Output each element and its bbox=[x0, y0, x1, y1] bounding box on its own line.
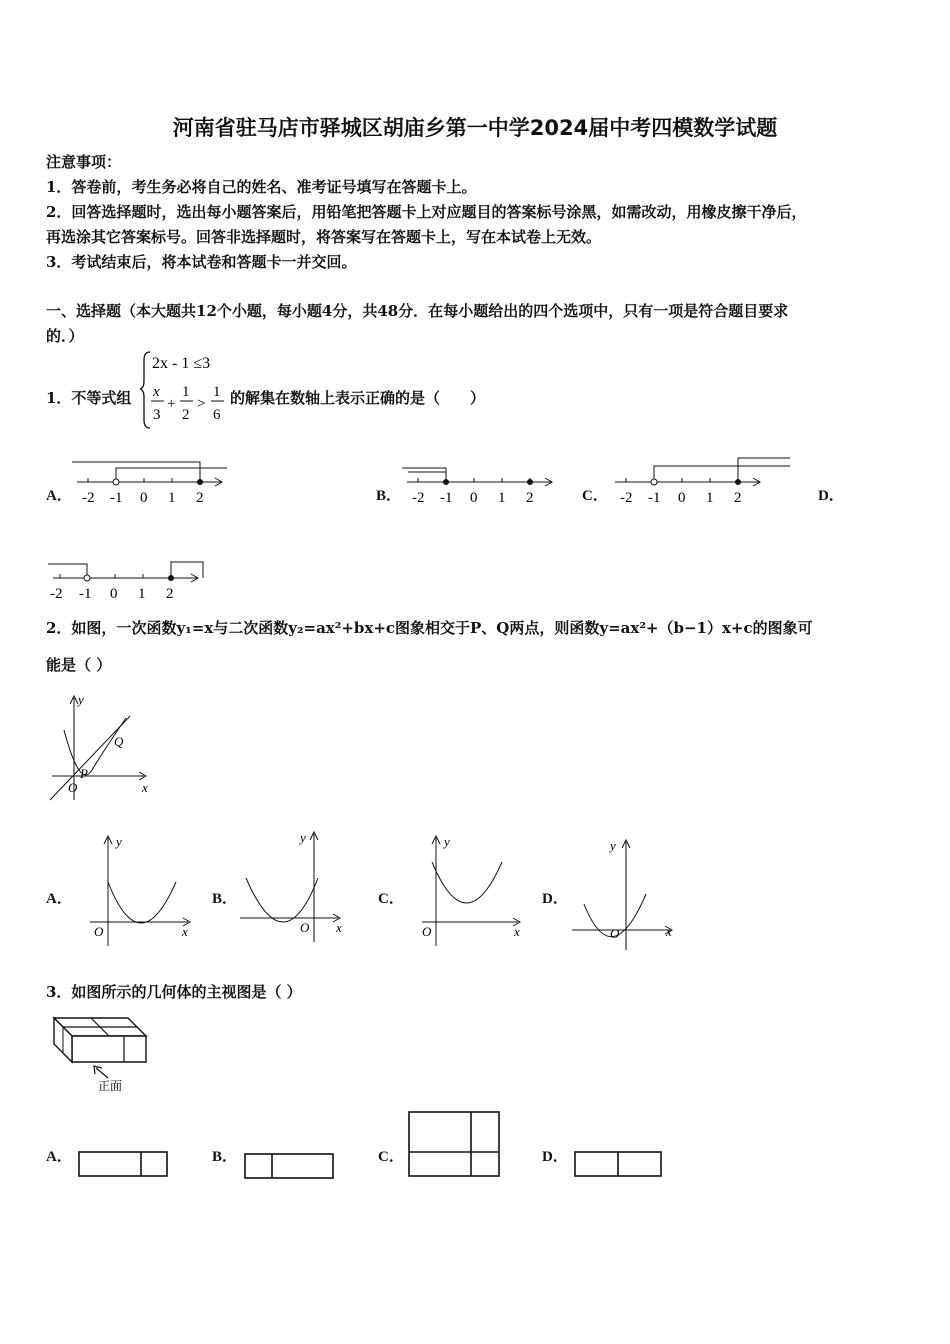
frac-den: 2 bbox=[182, 407, 190, 423]
q1-inequality-system bbox=[140, 348, 230, 430]
axis-x-label: x bbox=[336, 920, 342, 935]
tick-label: 0 bbox=[110, 586, 118, 602]
q3-option-c-view[interactable] bbox=[406, 1108, 504, 1180]
tick-label: 1 bbox=[138, 586, 146, 602]
tick-label: 2 bbox=[196, 490, 204, 506]
axis-y-label: y bbox=[300, 830, 306, 845]
axis-x-label: x bbox=[514, 924, 520, 939]
q3-option-b-label[interactable]: B． bbox=[212, 1149, 238, 1165]
q2-option-b-graph[interactable] bbox=[238, 828, 350, 946]
tick-label: -1 bbox=[110, 490, 123, 506]
q2-option-b-label[interactable]: B． bbox=[212, 891, 238, 907]
gt-sign: > bbox=[197, 396, 206, 412]
tick-label: -2 bbox=[412, 490, 425, 506]
axis-y-label: y bbox=[444, 834, 450, 849]
frac-num: x bbox=[153, 384, 160, 400]
q1-option-a-numberline[interactable] bbox=[72, 458, 228, 508]
tick-label: 2 bbox=[734, 490, 742, 506]
origin-label: O bbox=[610, 926, 620, 941]
q3-option-c-label[interactable]: C． bbox=[378, 1149, 404, 1165]
q1-ineq1: 2x - 1 ≤3 bbox=[152, 355, 211, 372]
q2-option-d-graph[interactable] bbox=[570, 834, 682, 952]
q1-prefix: 1．不等式组 bbox=[46, 389, 132, 407]
axis-y-label: y bbox=[116, 834, 122, 849]
notes-heading: 注意事项： bbox=[46, 153, 122, 171]
tick-label: -1 bbox=[79, 586, 92, 602]
q2-option-a-label[interactable]: A． bbox=[46, 891, 72, 907]
tick-label: 0 bbox=[678, 490, 686, 506]
frac-num: 1 bbox=[182, 384, 190, 400]
tick-label: -2 bbox=[50, 586, 63, 602]
q1-option-b-numberline[interactable] bbox=[402, 458, 558, 508]
axis-x-label: x bbox=[666, 924, 672, 939]
plus-sign: + bbox=[167, 396, 176, 412]
tick-label: -2 bbox=[82, 490, 95, 506]
q2-text-cont: 能是（ ） bbox=[46, 656, 112, 674]
tick-label: -1 bbox=[648, 490, 661, 506]
tick-label: -1 bbox=[440, 490, 453, 506]
front-label: 正面 bbox=[98, 1079, 123, 1093]
frac-num: 1 bbox=[213, 384, 221, 400]
tick-label: 1 bbox=[168, 490, 176, 506]
tick-label: 0 bbox=[470, 490, 478, 506]
note-item: 2．回答选择题时，选出每小题答案后，用铅笔把答题卡上对应题目的答案标号涂黑，如需改动，用橡皮擦干净后， bbox=[46, 203, 807, 221]
axis-x-label: x bbox=[142, 780, 148, 795]
tick-label: 2 bbox=[526, 490, 534, 506]
origin-label: O bbox=[94, 924, 104, 939]
q1-option-c-label[interactable]: C． bbox=[582, 488, 608, 504]
q3-option-a-view[interactable] bbox=[76, 1148, 172, 1180]
section-heading: 一、选择题（本大题共12个小题，每小题4分，共48分．在每小题给出的四个选项中，只有一项是符合题目要求 bbox=[46, 302, 789, 320]
q2-option-a-graph[interactable] bbox=[88, 832, 196, 950]
axis-y-label: y bbox=[78, 692, 84, 707]
q3-option-a-label[interactable]: A． bbox=[46, 1149, 72, 1165]
point-q-label: Q bbox=[114, 734, 124, 749]
axis-x-label: x bbox=[182, 924, 188, 939]
tick-label: 0 bbox=[140, 490, 148, 506]
q1-option-d-numberline[interactable] bbox=[48, 558, 208, 604]
tick-label: 1 bbox=[706, 490, 714, 506]
frac-den: 6 bbox=[213, 407, 221, 423]
note-item: 3．考试结束后，将本试卷和答题卡一并交回。 bbox=[46, 253, 357, 271]
tick-label: 1 bbox=[498, 490, 506, 506]
origin-label: O bbox=[422, 924, 432, 939]
note-item: 1．答卷前，考生务必将自己的姓名、准考证号填写在答题卡上。 bbox=[46, 178, 477, 196]
q1-option-d-label[interactable]: D． bbox=[818, 488, 844, 504]
q3-option-b-view[interactable] bbox=[242, 1150, 338, 1182]
q3-option-d-view[interactable] bbox=[572, 1148, 666, 1180]
q2-main-figure bbox=[44, 690, 159, 805]
q2-text: 2．如图，一次函数y₁=x与二次函数y₂=ax²+bx+c图象相交于P、Q两点，则函数y=ax²+（b−1）x+c的图象可 bbox=[46, 619, 813, 637]
origin-label: O bbox=[68, 780, 78, 795]
q2-option-d-label[interactable]: D． bbox=[542, 891, 568, 907]
q1-option-a-label[interactable]: A． bbox=[46, 488, 72, 504]
q2-option-c-label[interactable]: C． bbox=[378, 891, 404, 907]
q3-solid-figure bbox=[50, 1014, 160, 1094]
q2-option-c-graph[interactable] bbox=[418, 832, 530, 950]
q1-option-c-numberline[interactable] bbox=[610, 456, 795, 508]
note-item: 再选涂其它答案标号。回答非选择题时，将答案写在答题卡上，写在本试卷上无效。 bbox=[46, 228, 602, 246]
q1-option-b-label[interactable]: B． bbox=[376, 488, 402, 504]
frac-den: 3 bbox=[153, 407, 161, 423]
tick-label: -2 bbox=[620, 490, 633, 506]
axis-y-label: y bbox=[610, 838, 616, 853]
tick-label: 2 bbox=[166, 586, 174, 602]
point-p-label: P bbox=[80, 766, 88, 781]
origin-label: O bbox=[300, 920, 310, 935]
q3-text: 3．如图所示的几何体的主视图是（ ） bbox=[46, 983, 302, 1001]
page-title: 河南省驻马店市驿城区胡庙乡第一中学2024届中考四模数学试题 bbox=[172, 116, 778, 140]
section-heading-cont: 的．） bbox=[46, 327, 84, 345]
q3-option-d-label[interactable]: D． bbox=[542, 1149, 568, 1165]
q1-suffix: 的解集在数轴上表示正确的是（ ） bbox=[230, 389, 486, 407]
